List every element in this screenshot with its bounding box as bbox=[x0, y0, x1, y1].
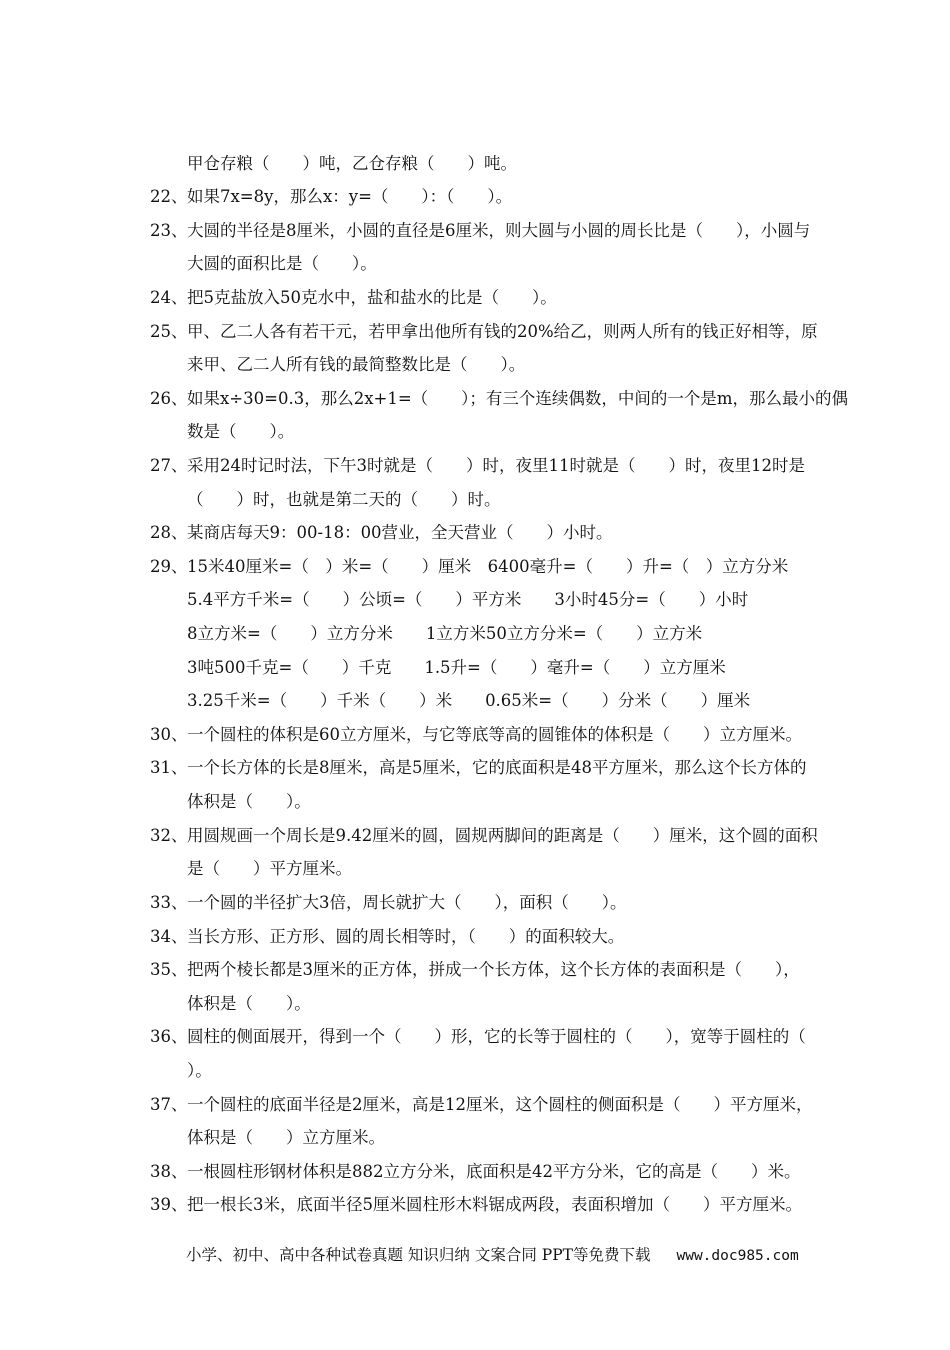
question-text: 大圆的面积比是（ ）。 bbox=[187, 254, 377, 273]
question-text: 甲仓存粮（ ）吨，乙仓存粮（ ）吨。 bbox=[187, 154, 517, 173]
question-number: 26、 bbox=[150, 389, 188, 408]
question-text: 一个圆柱的底面半径是2厘米，高是12厘米，这个圆柱的侧面积是（ ）平方厘米， bbox=[187, 1095, 813, 1114]
question-text: 圆柱的侧面展开，得到一个（ ）形，它的长等于圆柱的（ ），宽等于圆柱的（ bbox=[187, 1027, 806, 1046]
question-text: 是（ ）平方厘米。 bbox=[187, 859, 352, 878]
question-text: 采用24时记时法，下午3时就是（ ）时，夜里11时就是（ ）时，夜里12时是 bbox=[187, 456, 805, 475]
question-text: 一个长方体的长是8厘米，高是5厘米，它的底面积是48平方厘米，那么这个长方体的 bbox=[187, 758, 807, 777]
question-text: 数是（ ）。 bbox=[187, 422, 295, 441]
question-text: 如果7x=8y，那么x：y=（ ）：（ ）。 bbox=[187, 187, 513, 206]
question-number: 37、 bbox=[150, 1095, 188, 1114]
question-text: ）。 bbox=[187, 1061, 212, 1080]
question-number: 22、 bbox=[150, 187, 188, 206]
question-number: 29、 bbox=[150, 557, 188, 576]
question-number: 30、 bbox=[150, 725, 188, 744]
question-number: 25、 bbox=[150, 322, 188, 341]
question-number: 28、 bbox=[150, 523, 188, 542]
question-number: 34、 bbox=[150, 927, 188, 946]
question-text: 某商店每天9：00-18：00营业，全天营业（ ）小时。 bbox=[187, 523, 613, 542]
footer-text: 小学、初中、高中各种试卷真题 知识归纳 文案合同 PPT等免费下载 bbox=[186, 1246, 651, 1264]
question-text: 甲、乙二人各有若干元，若甲拿出他所有钱的20%给乙，则两人所有的钱正好相等，原 bbox=[187, 322, 818, 341]
question-text: 15米40厘米=（ ）米=（ ）厘米 6400毫升=（ ）升=（ ）立方分米 bbox=[187, 557, 789, 576]
question-text: 一个圆的半径扩大3倍，周长就扩大（ ），面积（ ）。 bbox=[187, 893, 627, 912]
question-text: 体积是（ ）立方厘米。 bbox=[187, 1128, 385, 1147]
question-text: 体积是（ ）。 bbox=[187, 994, 311, 1013]
question-text: 把5克盐放入50克水中，盐和盐水的比是（ ）。 bbox=[187, 288, 557, 307]
question-number: 35、 bbox=[150, 960, 188, 979]
question-text: 8立方米=（ ）立方分米 1立方米50立方分米=（ ）立方米 bbox=[187, 624, 703, 643]
question-text: 来甲、乙二人所有钱的最简整数比是（ ）。 bbox=[187, 355, 526, 374]
question-text: 把一根长3米，底面半径5厘米圆柱形木料锯成两段，表面积增加（ ）平方厘米。 bbox=[187, 1195, 802, 1214]
question-number: 38、 bbox=[150, 1162, 188, 1181]
page-footer bbox=[186, 1244, 799, 1267]
question-text: 用圆规画一个周长是9.42厘米的圆，圆规两脚间的距离是（ ）厘米，这个圆的面积 bbox=[187, 826, 818, 845]
question-text: 当长方形、正方形、圆的周长相等时，（ ）的面积较大。 bbox=[187, 927, 625, 946]
question-number: 23、 bbox=[150, 221, 188, 240]
question-text: 体积是（ ）。 bbox=[187, 792, 311, 811]
question-text: （ ）时，也就是第二天的（ ）时。 bbox=[187, 490, 501, 509]
question-number: 27、 bbox=[150, 456, 188, 475]
question-text: 5.4平方千米=（ ）公顷=（ ）平方米 3小时45分=（ ）小时 bbox=[187, 590, 749, 609]
question-number: 31、 bbox=[150, 758, 188, 777]
question-number: 36、 bbox=[150, 1027, 188, 1046]
question-text: 大圆的半径是8厘米，小圆的直径是6厘米，则大圆与小圆的周长比是（ ），小圆与 bbox=[187, 221, 811, 240]
question-text: 把两个棱长都是3厘米的正方体，拼成一个长方体，这个长方体的表面积是（ ）， bbox=[187, 960, 800, 979]
question-text: 3吨500千克=（ ）千克 1.5升=（ ）毫升=（ ）立方厘米 bbox=[187, 658, 726, 677]
question-text: 如果x÷30=0.3，那么2x+1=（ ）；有三个连续偶数，中间的一个是m，那么最小的偶 bbox=[187, 389, 849, 408]
question-text: 一个圆柱的体积是60立方厘米，与它等底等高的圆锥体的体积是（ ）立方厘米。 bbox=[187, 725, 802, 744]
question-number: 24、 bbox=[150, 288, 188, 307]
question-text: 一根圆柱形钢材体积是882立方分米，底面积是42平方分米，它的高是（ ）米。 bbox=[187, 1162, 801, 1181]
question-number: 32、 bbox=[150, 826, 188, 845]
question-number: 33、 bbox=[150, 893, 188, 912]
question-text: 3.25千米=（ ）千米（ ）米 0.65米=（ ）分米（ ）厘米 bbox=[187, 691, 751, 710]
footer-url-link[interactable]: www.doc985.com bbox=[676, 1248, 799, 1264]
question-number: 39、 bbox=[150, 1195, 188, 1214]
